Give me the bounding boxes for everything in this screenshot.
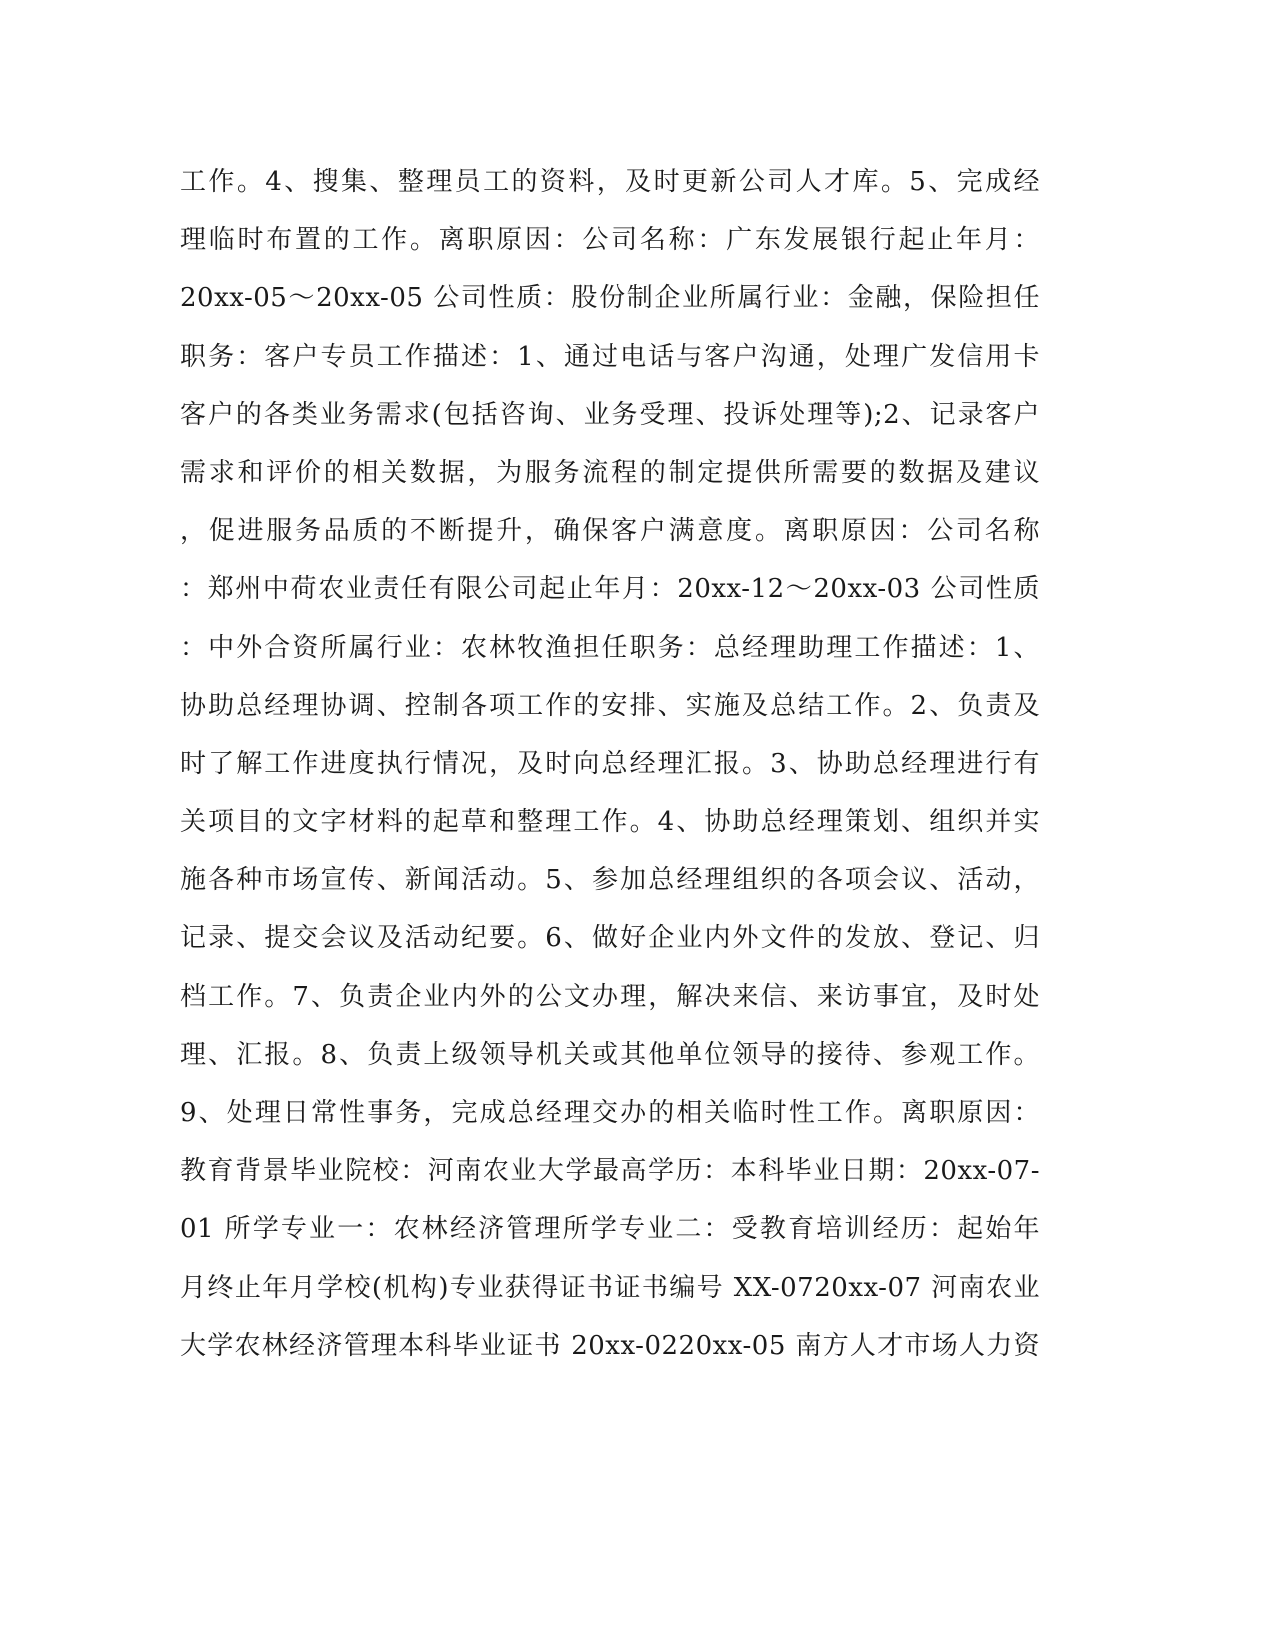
text-line: 9、处理日常性事务，完成总经理交办的相关临时性工作。离职原因： bbox=[180, 1098, 1040, 1128]
text-line: 理临时布置的工作。离职原因：公司名称：广东发展银行起止年月： bbox=[180, 225, 1040, 256]
text-line: 20xx-05～20xx-05 公司性质：股份制企业所属行业：金融，保险担任 bbox=[180, 283, 1040, 314]
document-body-text bbox=[180, 162, 1040, 1384]
text-line: 工作。4、搜集、整理员工的资料，及时更新公司人才库。5、完成经 bbox=[180, 167, 1040, 197]
text-line: 需求和评价的相关数据，为服务流程的制定提供所需要的数据及建议 bbox=[180, 457, 1040, 488]
text-line: 时了解工作进度执行情况，及时向总经理汇报。3、协助总经理进行有 bbox=[180, 748, 1040, 779]
text-line: ，促进服务品质的不断提升，确保客户满意度。离职原因：公司名称 bbox=[180, 516, 1040, 547]
text-line: 客户的各类业务需求(包括咨询、业务受理、投诉处理等);2、记录客户 bbox=[180, 399, 1040, 430]
text-line: 理、汇报。8、负责上级领导机关或其他单位领导的接待、参观工作。 bbox=[180, 1039, 1040, 1070]
text-line: 01 所学专业一：农林经济管理所学专业二：受教育培训经历：起始年 bbox=[180, 1214, 1040, 1245]
text-line: 大学农林经济管理本科毕业证书 20xx-0220xx-05 南方人才市场人力资 bbox=[180, 1330, 1040, 1361]
text-line: ：郑州中荷农业责任有限公司起止年月：20xx-12～20xx-03 公司性质 bbox=[180, 574, 1040, 605]
text-line: 档工作。7、负责企业内外的公文办理，解决来信、来访事宜，及时处 bbox=[180, 981, 1040, 1012]
text-line: 关项目的文字材料的起草和整理工作。4、协助总经理策划、组织并实 bbox=[180, 807, 1040, 838]
text-line: 职务：客户专员工作描述：1、通过电话与客户沟通，处理广发信用卡 bbox=[180, 341, 1040, 372]
text-line: 记录、提交会议及活动纪要。6、做好企业内外文件的发放、登记、归 bbox=[180, 923, 1040, 954]
text-line: ：中外合资所属行业：农林牧渔担任职务：总经理助理工作描述：1、 bbox=[180, 632, 1040, 663]
text-line: 施各种市场宣传、新闻活动。5、参加总经理组织的各项会议、活动， bbox=[180, 865, 1040, 896]
text-line: 教育背景毕业院校：河南农业大学最高学历：本科毕业日期：20xx-07- bbox=[180, 1156, 1040, 1187]
text-line: 协助总经理协调、控制各项工作的安排、实施及总结工作。2、负责及 bbox=[180, 690, 1040, 721]
text-line: 月终止年月学校(机构)专业获得证书证书编号 XX-0720xx-07 河南农业 bbox=[180, 1272, 1040, 1303]
